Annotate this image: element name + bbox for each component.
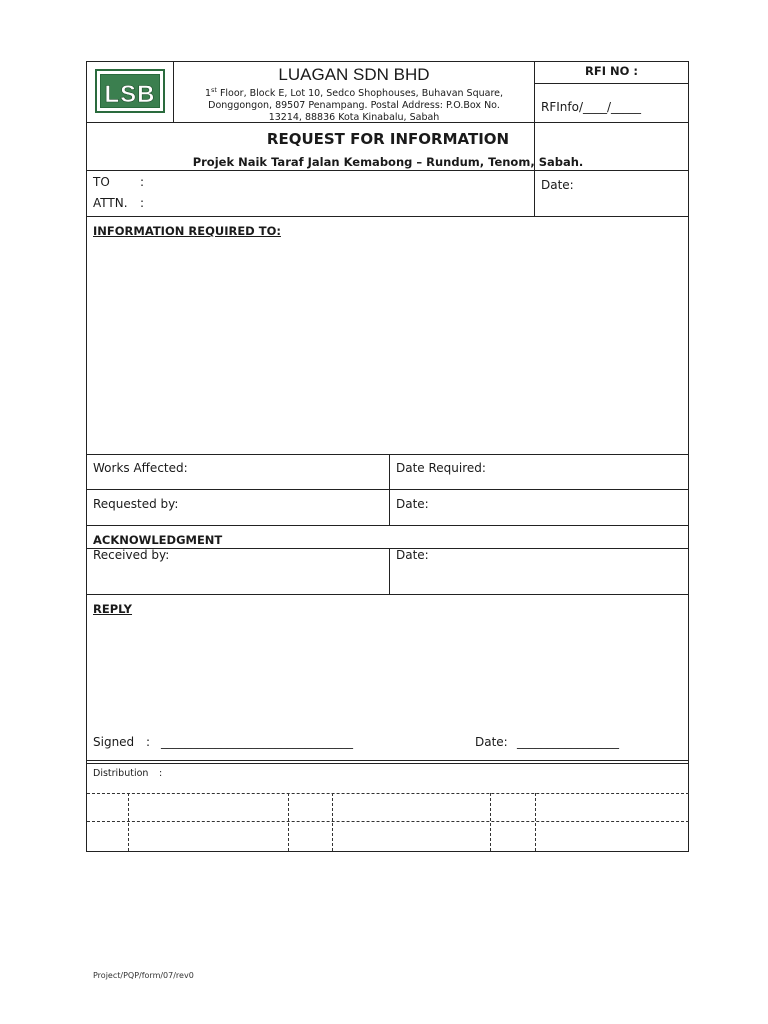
reply-heading: REPLY [93, 602, 133, 616]
company-logo [95, 69, 165, 113]
rfi-no-label: RFI NO : [585, 64, 638, 78]
project-name: Projek Naik Taraf Jalan Kemabong – Rundum, Tenom, Sabah. [192, 155, 584, 169]
signed-colon: : [146, 735, 151, 749]
received-by-label: Received by: [93, 548, 170, 562]
reply-date-label: Date: [475, 735, 508, 749]
requested-date-label: Date: [396, 497, 429, 511]
distribution-column-divider [128, 793, 129, 851]
form-title: REQUEST FOR INFORMATION [266, 130, 510, 148]
attn-colon: : [140, 196, 145, 210]
form-code: Project/PQP/form/07/rev0 [93, 971, 194, 980]
date-required-label: Date Required: [396, 461, 486, 475]
distribution-column-divider [332, 793, 333, 851]
date-label-top: Date: [541, 178, 574, 192]
distribution-row-divider [87, 793, 689, 794]
signature-line: ________________________________ [161, 735, 353, 749]
distribution-row-divider [87, 821, 689, 822]
acknowledgment-date-label: Date: [396, 548, 429, 562]
acknowledgment-heading: ACKNOWLEDGMENT [93, 533, 223, 547]
to-label: TO [93, 175, 110, 189]
distribution-label: Distribution [93, 768, 149, 779]
attn-label: ATTN. [93, 196, 128, 210]
works-affected-label: Works Affected: [93, 461, 188, 475]
company-address: 1st Floor, Block E, Lot 10, Sedco Shophouses, Buhavan Square, Donggongon, 89507 Penampang. Postal Address: P.O.Box No. 13214, 88836 Kota Kinabalu, Sabah [204, 86, 504, 124]
information-required-heading: INFORMATION REQUIRED TO: [93, 224, 281, 238]
reply-date-line: _________________ [517, 735, 619, 749]
distribution-colon: : [159, 768, 163, 779]
logo-text: LSB [104, 81, 156, 108]
rfi-form [86, 61, 689, 852]
distribution-column-divider [535, 793, 536, 851]
to-colon: : [140, 175, 145, 189]
rfi-info-number: RFInfo/____/_____ [541, 100, 642, 114]
distribution-column-divider [288, 793, 289, 851]
signed-label: Signed [93, 735, 135, 749]
requested-by-label: Requested by: [93, 497, 179, 511]
company-name: LUAGAN SDN BHD [278, 65, 430, 84]
distribution-column-divider [490, 793, 491, 851]
